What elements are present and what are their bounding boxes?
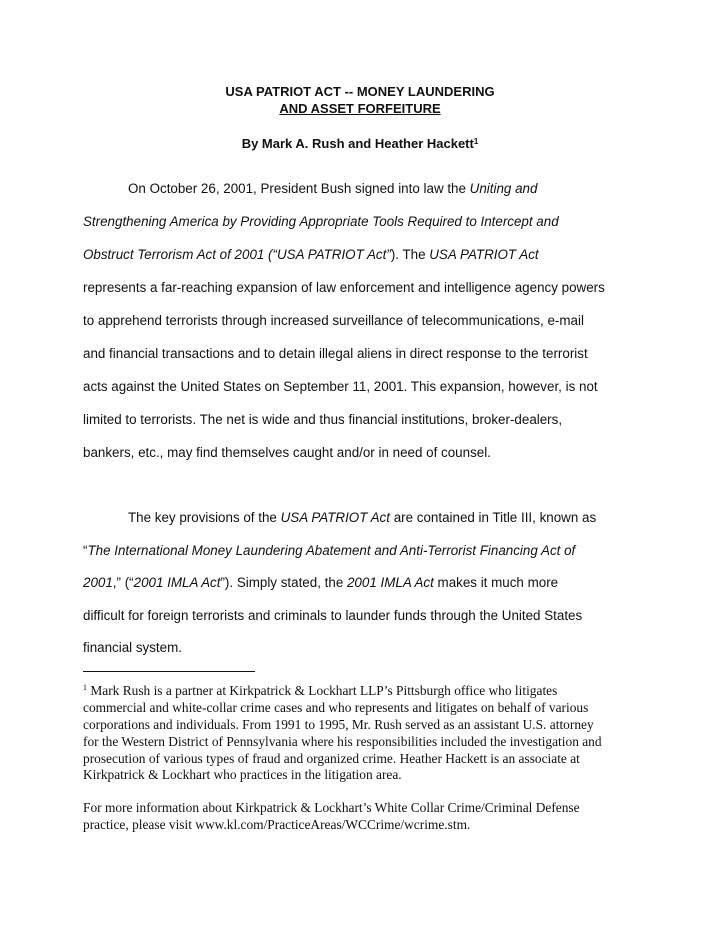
- text-run: are contained in Title III, known as: [389, 510, 597, 525]
- text-run: On October 26, 2001, President Bush signed into law the: [128, 181, 470, 196]
- more-info-line-1: For more information about Kirkpatrick & Lockhart’s White Collar Crime/Criminal Defense: [83, 800, 580, 815]
- paragraph-1-line-5: to apprehend terrorists through increased surveillance of telecommunications, e-mail: [83, 313, 584, 328]
- italic-text-run: 2001 IMLA Act: [346, 575, 434, 590]
- text-run: Mark Rush is a partner at Kirkpatrick & Lockhart LLP’s Pittsburgh office who litigates: [87, 683, 558, 698]
- footnote-reference-mark: 1: [473, 137, 479, 146]
- document-title-line-1: USA PATRIOT ACT -- MONEY LAUNDERING: [225, 84, 495, 99]
- italic-text-run: Uniting and: [469, 181, 538, 196]
- footnote-line-5: prosecution of various types of fraud and organized crime. Heather Hackett is an associate at: [83, 751, 580, 766]
- text-run: “: [83, 543, 88, 558]
- footnote-mark: 1: [83, 683, 87, 692]
- footnote-line-4: for the Western District of Pennsylvania where his responsibilities included the investigation and: [83, 734, 602, 749]
- byline-text: By Mark A. Rush and Heather Hackett: [241, 136, 474, 151]
- paragraph-1-line-3: [83, 246, 539, 264]
- paragraph-1-line-8: limited to terrorists. The net is wide and thus financial institutions, broker-dealers,: [83, 412, 563, 427]
- paragraph-1-line-6: and financial transactions and to detain illegal aliens in direct response to the terrorist: [83, 346, 588, 361]
- italic-text-run: The International Money Laundering Abatement and Anti-Terrorist Financing Act of: [87, 543, 576, 558]
- author-byline: [0, 136, 720, 152]
- paragraph-2-line-2: [83, 542, 575, 560]
- text-run: makes it much more: [433, 575, 559, 590]
- italic-text-run: Obstruct Terrorism Act of 2001 (“USA PATRIOT Act”: [83, 247, 391, 262]
- text-run: The key provisions of the: [128, 510, 281, 525]
- text-run: ,” (“: [112, 575, 134, 590]
- footnote-line-3: corporations and individuals. From 1991 to 1995, Mr. Rush served as an assistant U.S. attorney: [83, 717, 594, 732]
- text-run: ”). Simply stated, the: [220, 575, 347, 590]
- paragraph-2-line-1: [128, 509, 596, 527]
- paragraph-1-line-2: [83, 213, 559, 231]
- italic-text-run: Strengthening America by Providing Appropriate Tools Required to Intercept and: [83, 214, 559, 229]
- footnote-line-2: commercial and white-collar crime cases and who represents and litigates on behalf of various: [83, 700, 589, 715]
- paragraph-1-line-9: bankers, etc., may find themselves caught and/or in need of counsel.: [83, 445, 491, 460]
- italic-text-run: 2001: [83, 575, 113, 590]
- italic-text-run: 2001 IMLA Act: [133, 575, 221, 590]
- more-info-line-2: practice, please visit www.kl.com/PracticeAreas/WCCrime/wcrime.stm.: [83, 817, 471, 832]
- paragraph-2-line-5: financial system.: [83, 640, 182, 655]
- document-title-line-2: AND ASSET FORFEITURE: [279, 101, 441, 116]
- paragraph-1-line-4: represents a far-reaching expansion of law enforcement and intelligence agency powers: [83, 280, 605, 295]
- paragraph-2-line-4: difficult for foreign terrorists and criminals to launder funds through the United States: [83, 608, 583, 623]
- paragraph-2-line-3: [83, 574, 558, 592]
- text-run: ). The: [390, 247, 430, 262]
- footnote-separator: [83, 671, 255, 672]
- italic-text-run: USA PATRIOT Act: [280, 510, 390, 525]
- paragraph-1-line-7: acts against the United States on September 11, 2001. This expansion, however, is not: [83, 379, 598, 394]
- paragraph-1-line-1: [128, 180, 537, 198]
- footnote-line-1: [83, 683, 557, 699]
- footnote-line-6: Kirkpatrick & Lockhart who practices in the litigation area.: [83, 767, 402, 782]
- italic-text-run: USA PATRIOT Act: [429, 247, 539, 262]
